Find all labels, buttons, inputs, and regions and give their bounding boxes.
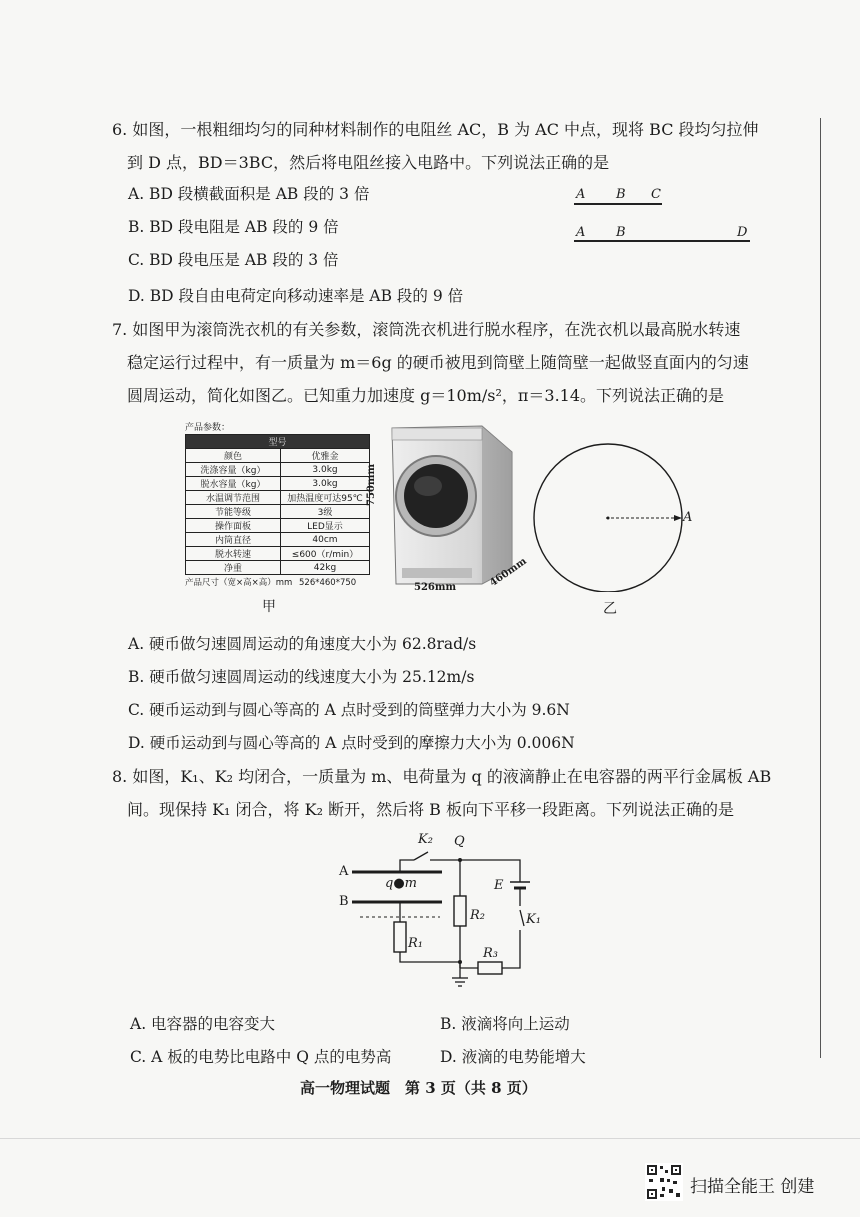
right-margin-rule <box>820 118 821 1058</box>
table-row: 操作面板 LED显示 <box>186 519 370 533</box>
q6-option-c: C. BD 段电压是 AB 段的 3 倍 <box>128 251 339 269</box>
label-r2: R₂ <box>470 908 485 923</box>
q6-label-a: A <box>576 187 586 202</box>
qr-code-icon <box>645 1163 683 1201</box>
label-jia: 甲 <box>262 599 276 615</box>
label-r1: R₁ <box>408 936 423 951</box>
circle-diagram <box>530 432 693 592</box>
table-row: 颜色 优雅金 <box>186 449 370 463</box>
label-plate-a: A <box>339 864 349 879</box>
label-k2: K₂ <box>418 832 433 847</box>
point-a-label: A <box>683 510 693 525</box>
params-size-label: 产品尺寸（宽×高×高）mm <box>185 578 293 588</box>
footer-divider <box>0 1138 860 1139</box>
q7-option-b: B. 硬币做匀速圆周运动的线速度大小为 25.12m/s <box>128 668 475 686</box>
q8-option-b: B. 液滴将向上运动 <box>440 1015 570 1033</box>
q8-option-c: C. A 板的电势比电路中 Q 点的电势高 <box>130 1048 392 1066</box>
label-drop: q●m <box>385 876 417 891</box>
q6-label-b: B <box>616 187 626 202</box>
q7-option-a: A. 硬币做匀速圆周运动的角速度大小为 62.8rad/s <box>128 635 477 653</box>
q6-wire-ad <box>574 240 750 242</box>
table-row: 节能等级 3级 <box>186 505 370 519</box>
q6-label-c: C <box>651 187 661 202</box>
q8-stem-line2: 间。现保持 K₁ 闭合，将 K₂ 断开，然后将 B 板向下平移一段距离。下列说法正确的是 <box>127 800 735 819</box>
params-title: 产品参数： <box>185 423 231 433</box>
params-header-row <box>186 435 370 449</box>
label-plate-b: B <box>339 894 349 909</box>
q8-option-a: A. 电容器的电容变大 <box>130 1015 276 1033</box>
dim-width-label: 526mm <box>414 582 457 593</box>
q6-option-b: B. BD 段电阻是 AB 段的 9 倍 <box>128 218 339 236</box>
q6-stem-line1: 6. 如图，一根粗细均匀的同种材料制作的电阻丝 AC，B 为 AC 中点，现将 BC 段均匀拉伸 <box>112 120 759 139</box>
q6-label-b2: B <box>616 225 626 240</box>
q8-stem-line1: 8. 如图，K₁、K₂ 均闭合，一质量为 m、电荷量为 q 的液滴静止在电容器的两平行金属板 AB <box>112 767 772 786</box>
label-e: E <box>494 878 504 893</box>
params-header: 型号 <box>186 435 370 449</box>
table-row: 内筒直径 40cm <box>186 533 370 547</box>
q6-option-a: A. BD 段横截面积是 AB 段的 3 倍 <box>128 185 370 203</box>
q6-wire-ac <box>574 203 662 205</box>
circuit-diagram <box>330 830 550 1000</box>
q7-stem-line3: 圆周运动，简化如图乙。已知重力加速度 g＝10m/s²，π＝3.14。下列说法正确的是 <box>127 386 725 405</box>
q7-params-panel <box>185 420 370 588</box>
params-size-value: 526*460*750 <box>299 578 357 588</box>
q7-stem-line1: 7. 如图甲为滚筒洗衣机的有关参数，滚筒洗衣机进行脱水程序，在洗衣机以最高脱水转速 <box>112 320 741 339</box>
table-row: 洗涤容量（kg） 3.0kg <box>186 463 370 477</box>
q6-option-d: D. BD 段自由电荷定向移动速率是 AB 段的 9 倍 <box>128 287 464 305</box>
q7-stem-line2: 稳定运行过程中，有一质量为 m＝6g 的硬币被甩到筒壁上随筒壁一起做竖直面内的匀速 <box>127 353 749 372</box>
q6-label-a2: A <box>576 225 586 240</box>
q6-stem-line2: 到 D 点，BD＝3BC，然后将电阻丝接入电路中。下列说法正确的是 <box>127 153 610 172</box>
q7-option-d: D. 硬币运动到与圆心等高的 A 点时受到的摩擦力大小为 0.006N <box>128 734 575 752</box>
label-yi: 乙 <box>603 601 617 617</box>
table-row: 水温调节范围 加热温度可达95℃ <box>186 491 370 505</box>
q6-label-d: D <box>737 225 748 240</box>
params-table <box>185 434 370 575</box>
dim-depth-label: 460mm <box>488 555 529 590</box>
params-size-row <box>185 576 370 588</box>
label-r3: R₃ <box>483 946 498 961</box>
table-row: 脱水容量（kg） 3.0kg <box>186 477 370 491</box>
table-row: 净重 42kg <box>186 561 370 575</box>
scanner-watermark: 扫描全能王 创建 <box>690 1177 815 1197</box>
q7-option-c: C. 硬币运动到与圆心等高的 A 点时受到的筒壁弹力大小为 9.6N <box>128 701 570 719</box>
q8-option-d: D. 液滴的电势能增大 <box>440 1048 586 1066</box>
table-row: 脱水转速 ≤600（r/min） <box>186 547 370 561</box>
label-k1: K₁ <box>526 912 541 927</box>
dim-height-label: 750mm <box>366 463 377 506</box>
label-q-node: Q <box>454 834 465 849</box>
page-footer: 高一物理试题 第 3 页（共 8 页） <box>300 1079 537 1097</box>
